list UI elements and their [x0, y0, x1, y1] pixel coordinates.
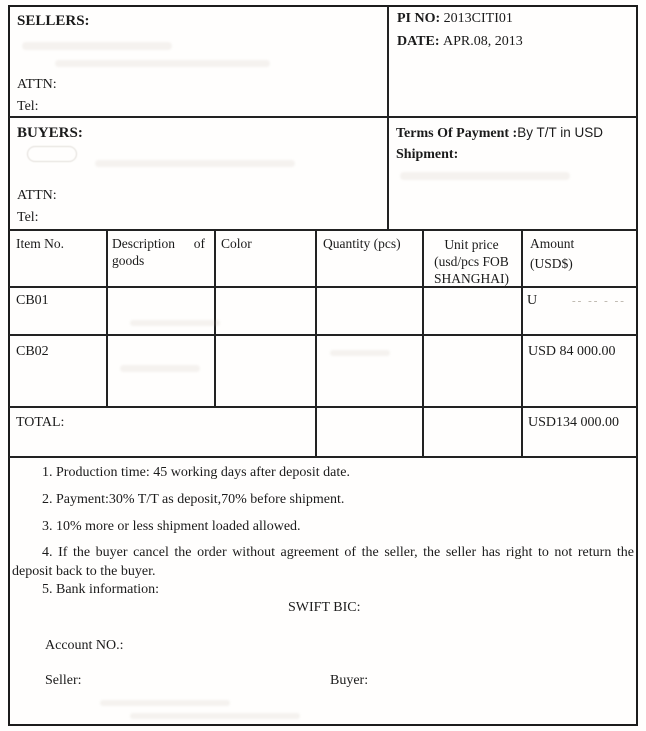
terms-item-3: 3. 10% more or less shipment loaded allowed.: [42, 519, 301, 534]
header-cell-description-line2: goods: [112, 253, 145, 268]
divider-table-top: [9, 229, 637, 231]
table-line-header-bottom: [9, 286, 637, 288]
row-cb01-amount-redacted: -- -- - --: [572, 295, 626, 307]
sellers-label: SELLERS:: [17, 13, 90, 29]
pi-number-row: [397, 11, 513, 27]
table-line-bottom: [9, 456, 637, 458]
header-cell-amount-line1: Amount: [530, 236, 575, 251]
pi-value: 2013CITI01: [443, 11, 513, 26]
total-row-label: TOTAL:: [16, 415, 65, 430]
redacted-smudge: [55, 60, 270, 67]
redacted-smudge: [130, 713, 300, 719]
redacted-smudge: [400, 172, 570, 180]
shipment-label: Shipment:: [396, 147, 459, 162]
header-cell-color: Color: [221, 236, 252, 251]
seller-tel-label: Tel:: [17, 99, 39, 114]
redacted-smudge: [95, 160, 295, 167]
header-cell-item-no: Item No.: [16, 236, 64, 251]
row-cb01-item-no: CB01: [16, 293, 49, 308]
terms-of-payment-label: Terms Of Payment :: [396, 126, 518, 141]
redacted-smudge: [330, 350, 390, 356]
table-column-line-5: [521, 229, 523, 456]
seller-signature-label: Seller:: [45, 673, 82, 688]
buyer-tel-label: Tel:: [17, 210, 39, 225]
pi-label: PI NO:: [397, 11, 441, 26]
swift-bic-label: SWIFT BIC:: [288, 600, 361, 615]
total-row-amount: USD134 000.00: [528, 415, 620, 430]
terms-item-5: 5. Bank information:: [42, 582, 160, 597]
divider-header-vertical: [387, 6, 389, 230]
header-unit-price-line2: (usd/pcs FOB: [434, 254, 509, 269]
redacted-smudge: [130, 320, 220, 326]
table-column-line-2: [214, 229, 216, 406]
document-border: [8, 5, 638, 726]
header-unit-price-line1: Unit price: [444, 237, 499, 252]
seller-attn-label: ATTN:: [17, 77, 57, 92]
table-line-row2-bottom: [9, 406, 637, 408]
header-description-word1: Description: [112, 236, 175, 251]
row-cb02-amount: USD 84 000.00: [528, 344, 616, 359]
header-description-word2: of: [193, 236, 205, 251]
terms-item-2: 2. Payment:30% T/T as deposit,70% before shipment.: [42, 492, 345, 507]
header-cell-quantity: Quantity (pcs): [323, 236, 401, 251]
table-column-line-1: [106, 229, 108, 406]
row-cb01-amount: [527, 293, 537, 309]
table-column-line-3: [315, 229, 317, 456]
buyers-label: BUYERS:: [17, 125, 83, 141]
header-unit-price-line3: SHANGHAI): [434, 271, 509, 286]
terms-item-1: 1. Production time: 45 working days after deposit date.: [42, 465, 350, 480]
redacted-smudge: [27, 146, 77, 162]
header-cell-unit-price: [423, 236, 520, 287]
redacted-smudge: [120, 365, 200, 372]
header-cell-amount-line2: (USD$): [530, 256, 573, 271]
terms-of-payment-value: By T/T in USD: [517, 125, 603, 140]
divider-sellers-buyers: [9, 116, 637, 118]
buyer-signature-label: Buyer:: [330, 673, 369, 688]
row-cb02-item-no: CB02: [16, 344, 49, 359]
table-line-row1-bottom: [9, 334, 637, 336]
buyer-attn-label: ATTN:: [17, 188, 57, 203]
account-no-label: Account NO.:: [45, 638, 124, 653]
row-cb01-amount-prefix: U: [527, 293, 538, 308]
date-row: [397, 34, 523, 50]
terms-of-payment-row: [396, 125, 603, 142]
redacted-smudge: [22, 42, 172, 50]
terms-item-4: 4. If the buyer cancel the order without agreement of the seller, the seller has right to not return the deposit back to the buyer.: [12, 545, 634, 579]
header-cell-description-line1: [112, 236, 205, 252]
date-value: APR.08, 2013: [443, 34, 523, 49]
date-label: DATE:: [397, 34, 440, 49]
redacted-smudge: [100, 700, 230, 706]
